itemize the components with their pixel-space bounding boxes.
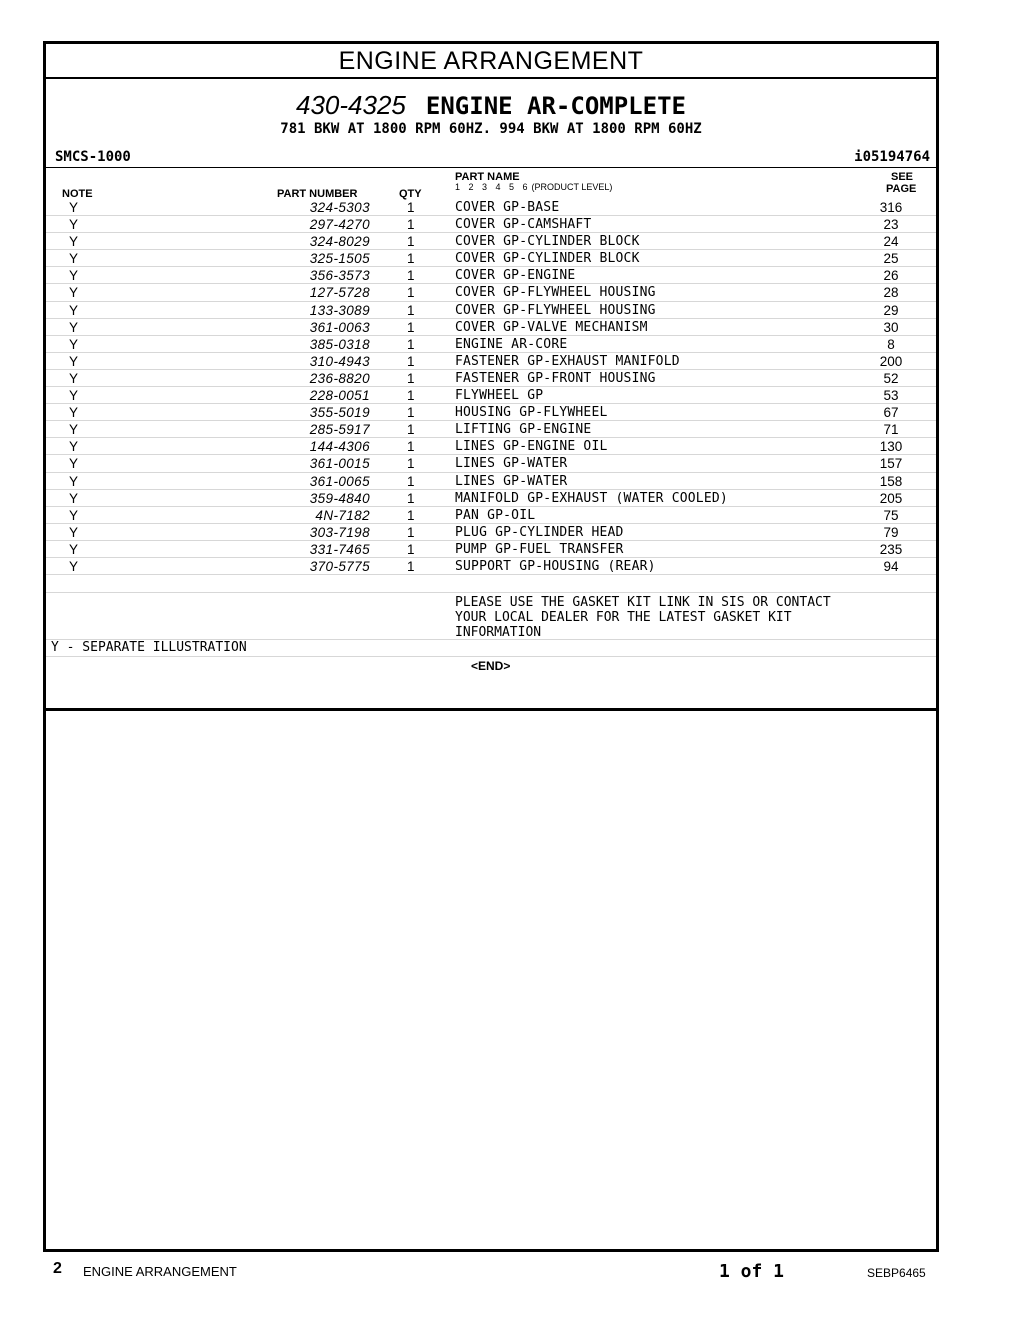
gasket-note-line: YOUR LOCAL DEALER FOR THE LATEST GASKET KIT: [455, 610, 792, 626]
row-note: Y: [69, 456, 79, 472]
footer-page-number: 2: [53, 1260, 62, 1277]
row-part-number: 356-3573: [309, 268, 370, 284]
row-see-page: 200: [879, 353, 903, 369]
gasket-note-line: PLEASE USE THE GASKET KIT LINK IN SIS OR CONTACT: [455, 595, 831, 611]
row-part-name: MANIFOLD GP-EXHAUST (WATER COOLED): [455, 490, 728, 506]
row-note: Y: [69, 370, 79, 386]
row-part-name: FLYWHEEL GP: [455, 388, 544, 404]
row-qty: 1: [407, 336, 415, 352]
row-part-number: 285-5917: [309, 422, 370, 438]
row-qty: 1: [407, 251, 415, 267]
table-row: [46, 199, 936, 216]
row-part-name: COVER GP-FLYWHEEL HOUSING: [455, 285, 656, 301]
column-header-note: NOTE: [62, 188, 93, 200]
table-row: [46, 387, 936, 404]
row-qty: 1: [407, 507, 415, 523]
row-see-page: 71: [883, 422, 899, 438]
page-title: ENGINE ARRANGEMENT: [46, 44, 936, 79]
header-divider: [46, 167, 936, 168]
row-qty: 1: [407, 319, 415, 335]
table-row: [46, 216, 936, 233]
table-row: [46, 558, 936, 575]
row-qty: 1: [407, 558, 415, 574]
legend-note: Y - SEPARATE ILLUSTRATION: [51, 640, 247, 655]
table-row: [46, 319, 936, 336]
footer-page-of: 1 of 1: [719, 1261, 785, 1282]
row-part-name: PAN GP-OIL: [455, 507, 536, 523]
row-note: Y: [69, 285, 79, 301]
row-part-name: FASTENER GP-FRONT HOUSING: [455, 370, 656, 386]
page-footer: [0, 1258, 1020, 1288]
row-note: Y: [69, 251, 79, 267]
row-part-number: 133-3089: [309, 302, 370, 318]
row-part-number: 324-5303: [309, 200, 370, 215]
parts-rows: [46, 199, 936, 575]
row-qty: 1: [407, 405, 415, 421]
table-row: [46, 302, 936, 319]
content-divider: [46, 708, 936, 711]
row-qty: 1: [407, 200, 415, 215]
row-part-name: COVER GP-CYLINDER BLOCK: [455, 251, 640, 267]
row-part-number: 4N-7182: [315, 507, 370, 523]
row-part-number: 144-4306: [309, 439, 370, 455]
row-see-page: 75: [883, 507, 899, 523]
row-note: Y: [69, 388, 79, 404]
row-part-name: LINES GP-WATER: [455, 473, 568, 489]
row-qty: 1: [407, 456, 415, 472]
parts-list: [46, 199, 936, 640]
row-qty: 1: [407, 268, 415, 284]
row-part-name: SUPPORT GP-HOUSING (REAR): [455, 558, 656, 574]
row-part-name: LINES GP-WATER: [455, 456, 568, 472]
row-see-page: 67: [883, 405, 899, 421]
row-see-page: 235: [879, 541, 903, 557]
row-see-page: 53: [883, 388, 899, 404]
row-see-page: 205: [879, 490, 903, 506]
table-row: [46, 353, 936, 370]
row-part-name: PUMP GP-FUEL TRANSFER: [455, 541, 624, 557]
row-part-number: 370-5775: [309, 558, 370, 574]
table-row: [46, 438, 936, 455]
row-qty: 1: [407, 439, 415, 455]
table-row: [46, 267, 936, 284]
row-note: Y: [69, 217, 79, 233]
row-note: Y: [69, 234, 79, 250]
assembly-ratings: 781 BKW AT 1800 RPM 60HZ. 994 BKW AT 1800 RPM 60HZ: [280, 121, 702, 137]
row-note: Y: [69, 319, 79, 335]
row-part-number: 236-8820: [309, 370, 370, 386]
row-part-name: COVER GP-VALVE MECHANISM: [455, 319, 648, 335]
blank-row: [46, 575, 936, 593]
row-note: Y: [69, 268, 79, 284]
row-part-number: 297-4270: [309, 217, 370, 233]
footer-document-id: SEBP6465: [867, 1266, 926, 1280]
row-see-page: 157: [879, 456, 903, 472]
row-note: Y: [69, 558, 79, 574]
table-row: [46, 404, 936, 421]
row-part-name: FASTENER GP-EXHAUST MANIFOLD: [455, 353, 680, 369]
assembly-part-number: 430-4325: [296, 90, 406, 120]
product-level-label: (PRODUCT LEVEL): [531, 182, 613, 192]
row-part-number: 325-1505: [309, 251, 370, 267]
row-note: Y: [69, 439, 79, 455]
row-see-page: 29: [883, 302, 899, 318]
row-see-page: 158: [879, 473, 903, 489]
column-header-qty: QTY: [399, 188, 422, 200]
row-note: Y: [69, 422, 79, 438]
row-qty: 1: [407, 234, 415, 250]
row-part-number: 331-7465: [309, 541, 370, 557]
row-see-page: 23: [883, 217, 899, 233]
row-note: Y: [69, 524, 79, 540]
assembly-heading: [46, 92, 936, 119]
smcs-code: SMCS-1000: [55, 149, 131, 165]
row-part-name: COVER GP-CYLINDER BLOCK: [455, 234, 640, 250]
row-qty: 1: [407, 285, 415, 301]
legend-divider: [46, 656, 936, 657]
row-part-number: 324-8029: [309, 234, 370, 250]
row-part-number: 359-4840: [309, 490, 370, 506]
row-part-number: 228-0051: [309, 388, 370, 404]
row-note: Y: [69, 302, 79, 318]
assembly-header: [46, 79, 936, 209]
row-part-number: 361-0065: [309, 473, 370, 489]
table-row: [46, 336, 936, 353]
row-see-page: 8: [887, 336, 895, 352]
row-part-name: COVER GP-CAMSHAFT: [455, 217, 592, 233]
row-part-name: COVER GP-BASE: [455, 200, 560, 215]
table-row: [46, 250, 936, 267]
table-row: [46, 421, 936, 438]
product-level-indicator: [455, 182, 612, 192]
row-note: Y: [69, 507, 79, 523]
row-see-page: 130: [879, 439, 903, 455]
row-part-number: 361-0063: [309, 319, 370, 335]
column-header-part-name: PART NAME: [455, 171, 520, 183]
gasket-note: [46, 593, 936, 640]
end-marker: <END>: [471, 659, 511, 673]
row-qty: 1: [407, 541, 415, 557]
row-qty: 1: [407, 302, 415, 318]
row-part-number: 361-0015: [309, 456, 370, 472]
column-header-page: PAGE: [886, 183, 917, 195]
row-see-page: 316: [879, 200, 903, 215]
table-row: [46, 455, 936, 472]
row-part-number: 303-7198: [309, 524, 370, 540]
row-qty: 1: [407, 473, 415, 489]
row-see-page: 52: [883, 370, 899, 386]
row-see-page: 30: [883, 319, 899, 335]
row-see-page: 26: [883, 268, 899, 284]
row-see-page: 25: [883, 251, 899, 267]
assembly-name: ENGINE AR-COMPLETE: [425, 92, 686, 120]
row-see-page: 79: [883, 524, 899, 540]
row-qty: 1: [407, 353, 415, 369]
column-header-see: SEE: [891, 171, 914, 183]
row-part-name: HOUSING GP-FLYWHEEL: [455, 405, 608, 421]
row-qty: 1: [407, 217, 415, 233]
row-note: Y: [69, 490, 79, 506]
table-row: [46, 473, 936, 490]
row-part-name: COVER GP-FLYWHEEL HOUSING: [455, 302, 656, 318]
footer-section-title: ENGINE ARRANGEMENT: [83, 1264, 237, 1279]
column-header-part-number: PART NUMBER: [277, 188, 358, 200]
row-part-number: 355-5019: [309, 405, 370, 421]
level-numbers: 1 2 3 4 5 6: [455, 182, 528, 192]
row-see-page: 94: [883, 558, 899, 574]
row-part-number: 385-0318: [309, 336, 370, 352]
row-note: Y: [69, 353, 79, 369]
row-part-number: 310-4943: [309, 353, 370, 369]
row-part-name: COVER GP-ENGINE: [455, 268, 576, 284]
row-qty: 1: [407, 388, 415, 404]
table-row: [46, 233, 936, 250]
row-part-name: LIFTING GP-ENGINE: [455, 422, 592, 438]
row-part-name: ENGINE AR-CORE: [455, 336, 568, 352]
row-note: Y: [69, 473, 79, 489]
row-note: Y: [69, 541, 79, 557]
table-row: [46, 490, 936, 507]
table-row: [46, 541, 936, 558]
row-part-number: 127-5728: [309, 285, 370, 301]
row-qty: 1: [407, 422, 415, 438]
row-part-name: PLUG GP-CYLINDER HEAD: [455, 524, 624, 540]
table-row: [46, 524, 936, 541]
row-qty: 1: [407, 524, 415, 540]
row-qty: 1: [407, 490, 415, 506]
illustration-id: i05194764: [854, 149, 930, 165]
gasket-note-line: INFORMATION: [455, 625, 542, 641]
page-frame: [43, 41, 939, 1252]
row-see-page: 28: [883, 285, 899, 301]
table-row: [46, 284, 936, 301]
table-row: [46, 370, 936, 387]
row-note: Y: [69, 200, 79, 215]
row-note: Y: [69, 405, 79, 421]
row-see-page: 24: [883, 234, 899, 250]
row-note: Y: [69, 336, 79, 352]
row-part-name: LINES GP-ENGINE OIL: [455, 439, 608, 455]
table-row: [46, 507, 936, 524]
row-qty: 1: [407, 370, 415, 386]
